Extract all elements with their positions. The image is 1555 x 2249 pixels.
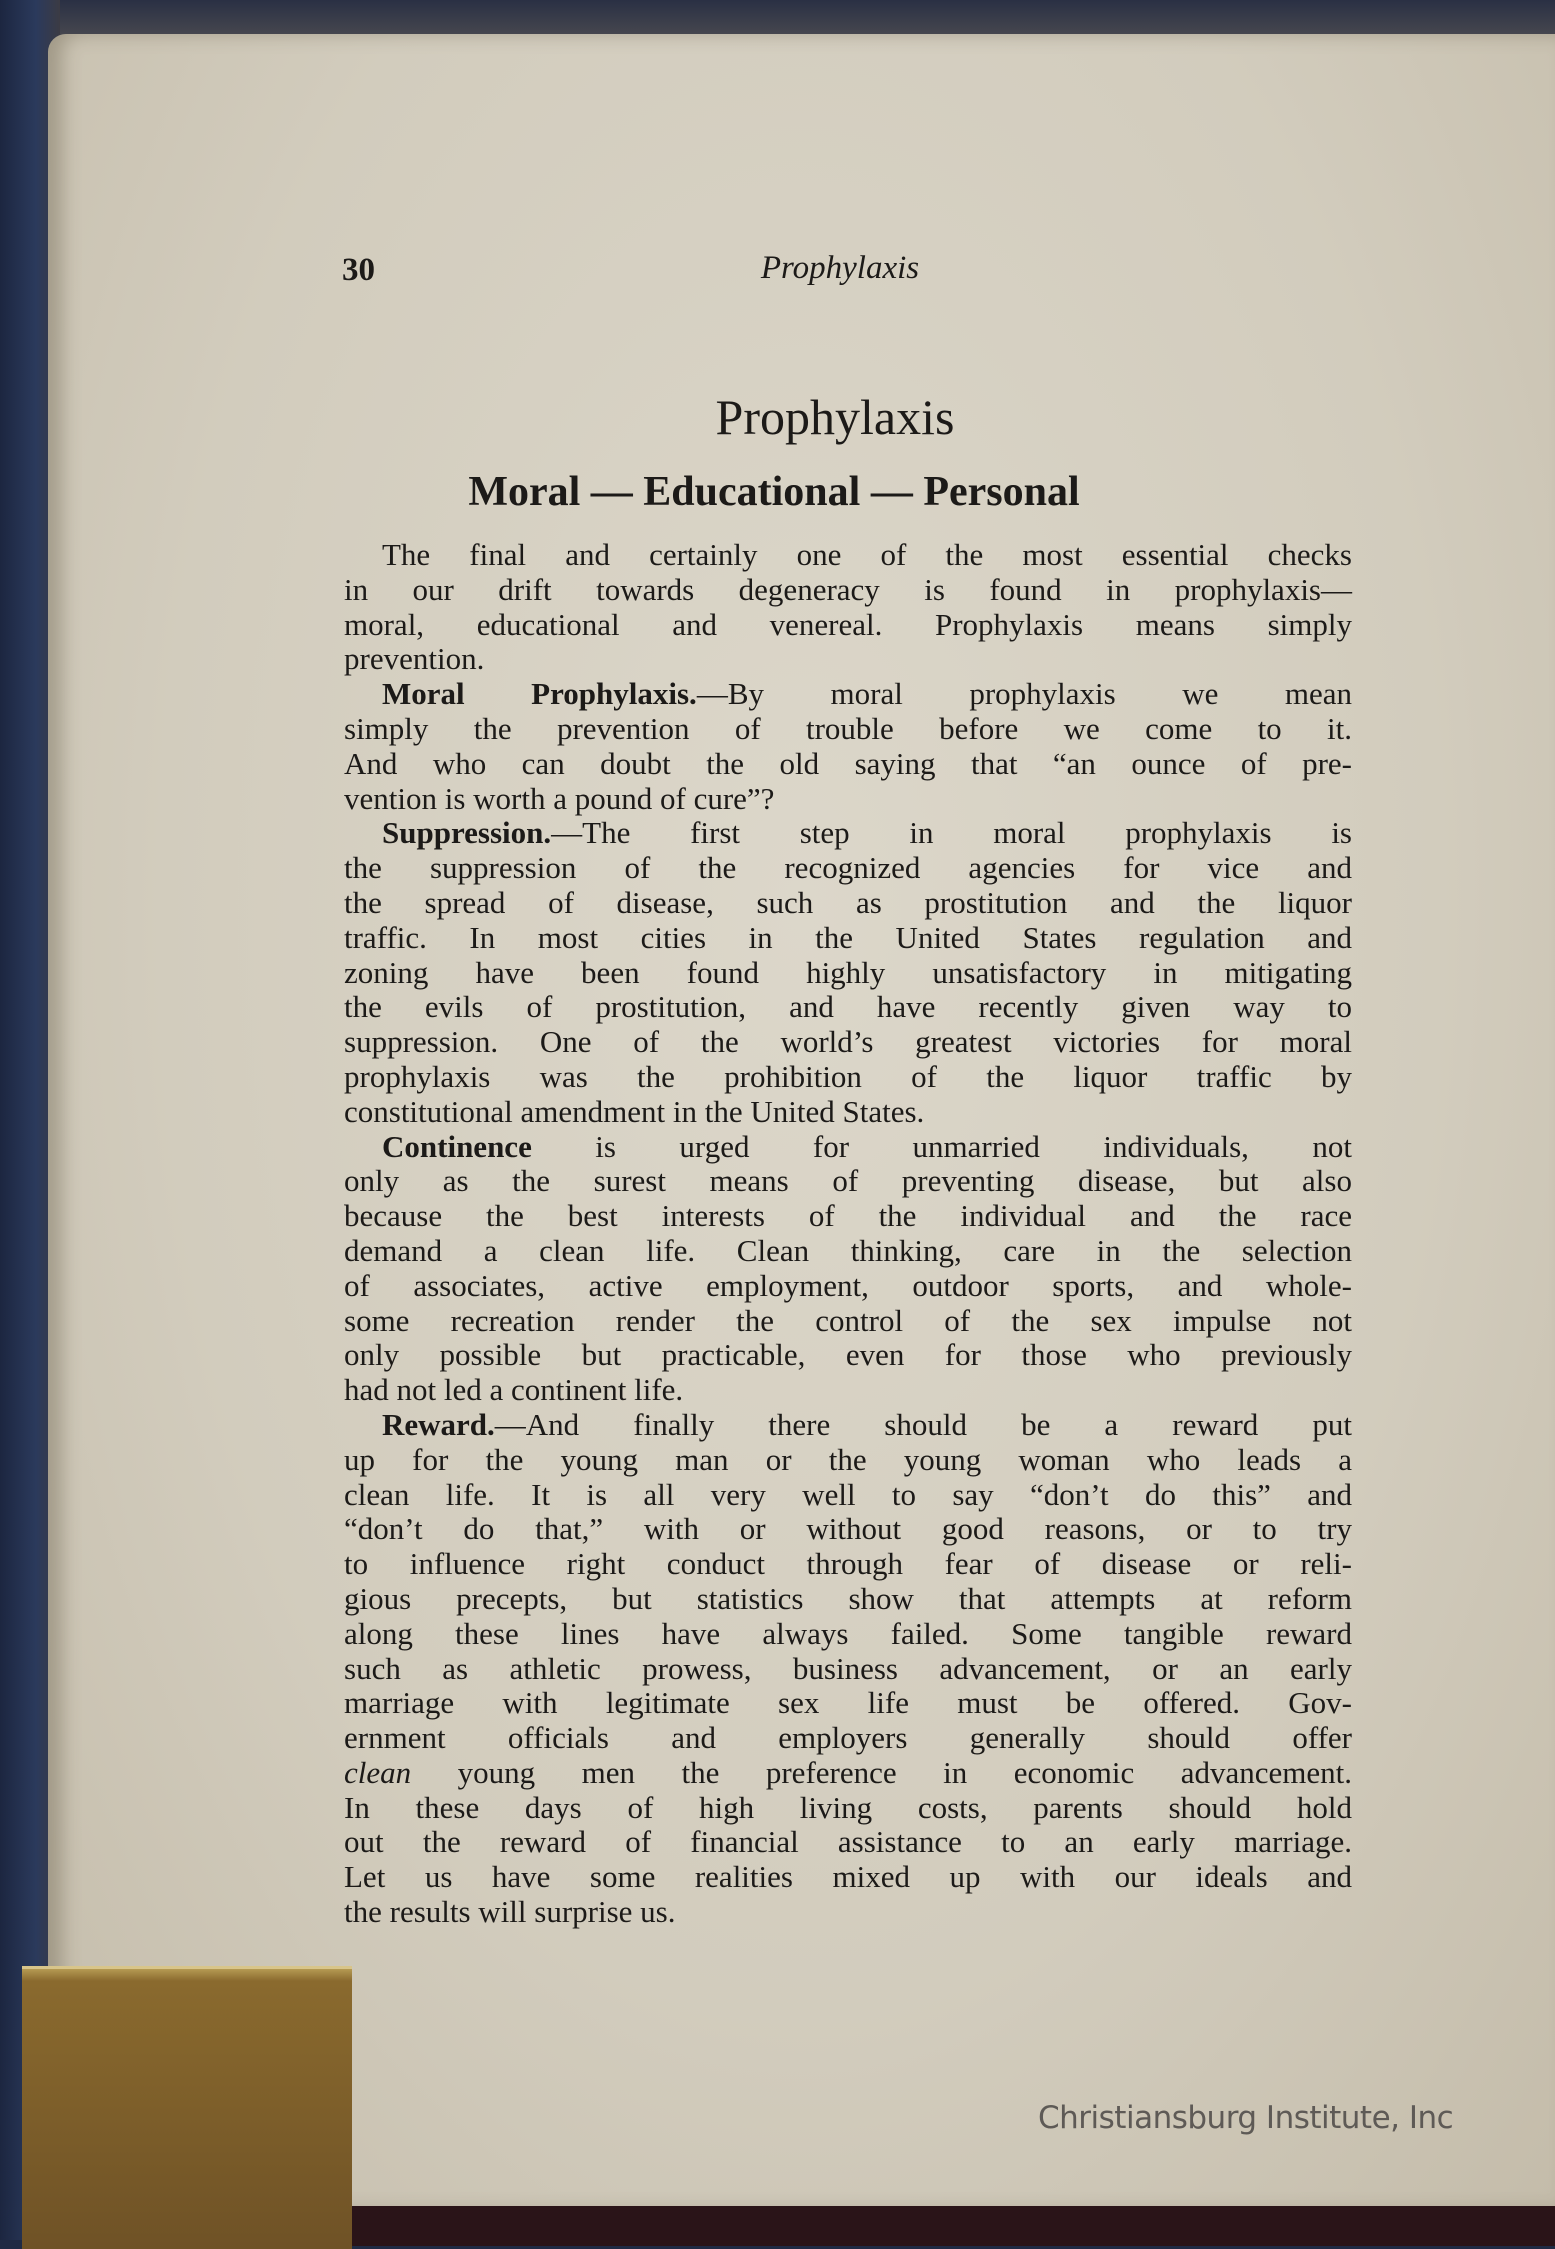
text-line: because the best interests of the individual and the race bbox=[344, 1198, 1352, 1234]
run-in-heading: Suppression. bbox=[382, 815, 552, 851]
text-line: out the reward of financial assistance to an early marriage. bbox=[344, 1824, 1352, 1860]
text-line: up for the young man or the young woman who leads a bbox=[344, 1441, 1352, 1477]
text-line: the results will surprise us. bbox=[344, 1894, 676, 1930]
run-in-heading: Moral Prophylaxis. bbox=[382, 676, 697, 712]
text-line: demand a clean life. Clean thinking, care in the selection bbox=[344, 1232, 1352, 1268]
text-line: moral, educational and venereal. Prophylaxis means simply bbox=[344, 606, 1352, 642]
text-line: Moral Prophylaxis.—By moral prophylaxis we mean bbox=[382, 676, 1352, 712]
text-line: zoning have been found highly unsatisfactory in mitigating bbox=[344, 954, 1352, 990]
text-line: prophylaxis was the prohibition of the liquor traffic by bbox=[344, 1058, 1352, 1094]
paragraph bbox=[344, 816, 1352, 1129]
text-line: the spread of disease, such as prostitution and the liquor bbox=[344, 884, 1352, 920]
text-line: suppression. One of the world’s greatest victories for moral bbox=[344, 1024, 1352, 1060]
text-line: some recreation render the control of the sex impulse not bbox=[344, 1302, 1352, 1338]
text-line: had not led a continent life. bbox=[344, 1372, 684, 1408]
text-line: the suppression of the recognized agencies for vice and bbox=[344, 850, 1352, 886]
text-line: prevention. bbox=[344, 641, 485, 677]
text-line: to influence right conduct through fear of disease or reli- bbox=[344, 1546, 1352, 1582]
paragraph bbox=[344, 1408, 1352, 1930]
text-line: only possible but practicable, even for those who previously bbox=[344, 1337, 1352, 1373]
text-line: such as athletic prowess, business advancement, or an early bbox=[344, 1650, 1352, 1686]
text-line: of associates, active employment, outdoor sports, and whole- bbox=[344, 1267, 1352, 1303]
text-line: Let us have some realities mixed up with our ideals and bbox=[344, 1859, 1352, 1895]
text-line: only as the surest means of preventing disease, but also bbox=[344, 1163, 1352, 1199]
body-text bbox=[344, 538, 1352, 1930]
paragraph bbox=[344, 677, 1352, 816]
text-line: clean young men the preference in economic advancement. bbox=[344, 1754, 1352, 1790]
text-line: the evils of prostitution, and have recently given way to bbox=[344, 989, 1352, 1025]
text-line: marriage with legitimate sex life must be offered. Gov- bbox=[344, 1685, 1352, 1721]
text-line: clean life. It is all very well to say “don’t do this” and bbox=[344, 1476, 1352, 1512]
text-line: Suppression.—The first step in moral prophylaxis is bbox=[382, 815, 1352, 851]
text-line: gious precepts, but statistics show that attempts at reform bbox=[344, 1580, 1352, 1616]
book-cover-bottom bbox=[340, 2206, 1555, 2246]
text-line: traffic. In most cities in the United States regulation and bbox=[344, 919, 1352, 955]
paragraph bbox=[344, 1130, 1352, 1408]
text-line: The final and certainly one of the most essential checks bbox=[382, 537, 1352, 572]
text-line: constitutional amendment in the United States. bbox=[344, 1093, 925, 1129]
run-in-heading: Continence bbox=[382, 1128, 532, 1164]
text-line: “don’t do that,” with or without good reasons, or to try bbox=[344, 1511, 1352, 1547]
bookmark-tab bbox=[22, 1966, 352, 2249]
page-number: 30 bbox=[342, 252, 375, 288]
text-line: vention is worth a pound of cure”? bbox=[344, 780, 775, 816]
chapter-subtitle: Moral — Educational — Personal bbox=[468, 469, 1080, 515]
text-line: In these days of high living costs, parents should hold bbox=[344, 1789, 1352, 1825]
text-line: in our drift towards degeneracy is found in prophylaxis— bbox=[344, 571, 1352, 607]
running-title: Prophylaxis bbox=[760, 250, 920, 286]
text-line: Reward.—And finally there should be a reward put bbox=[382, 1406, 1352, 1442]
emphasis: clean bbox=[344, 1754, 412, 1790]
run-in-heading: Reward. bbox=[382, 1406, 495, 1442]
text-line: Continence is urged for unmarried individuals, not bbox=[382, 1128, 1352, 1164]
text-line: along these lines have always failed. Some tangible reward bbox=[344, 1615, 1352, 1651]
watermark: Christiansburg Institute, Inc bbox=[1038, 2100, 1454, 2136]
chapter-title: Prophylaxis bbox=[715, 389, 955, 445]
text-line: simply the prevention of trouble before we come to it. bbox=[344, 710, 1352, 746]
text-line: ernment officials and employers generally should offer bbox=[344, 1720, 1352, 1756]
text-line: And who can doubt the old saying that “an ounce of pre- bbox=[344, 745, 1352, 781]
paragraph bbox=[344, 538, 1352, 677]
